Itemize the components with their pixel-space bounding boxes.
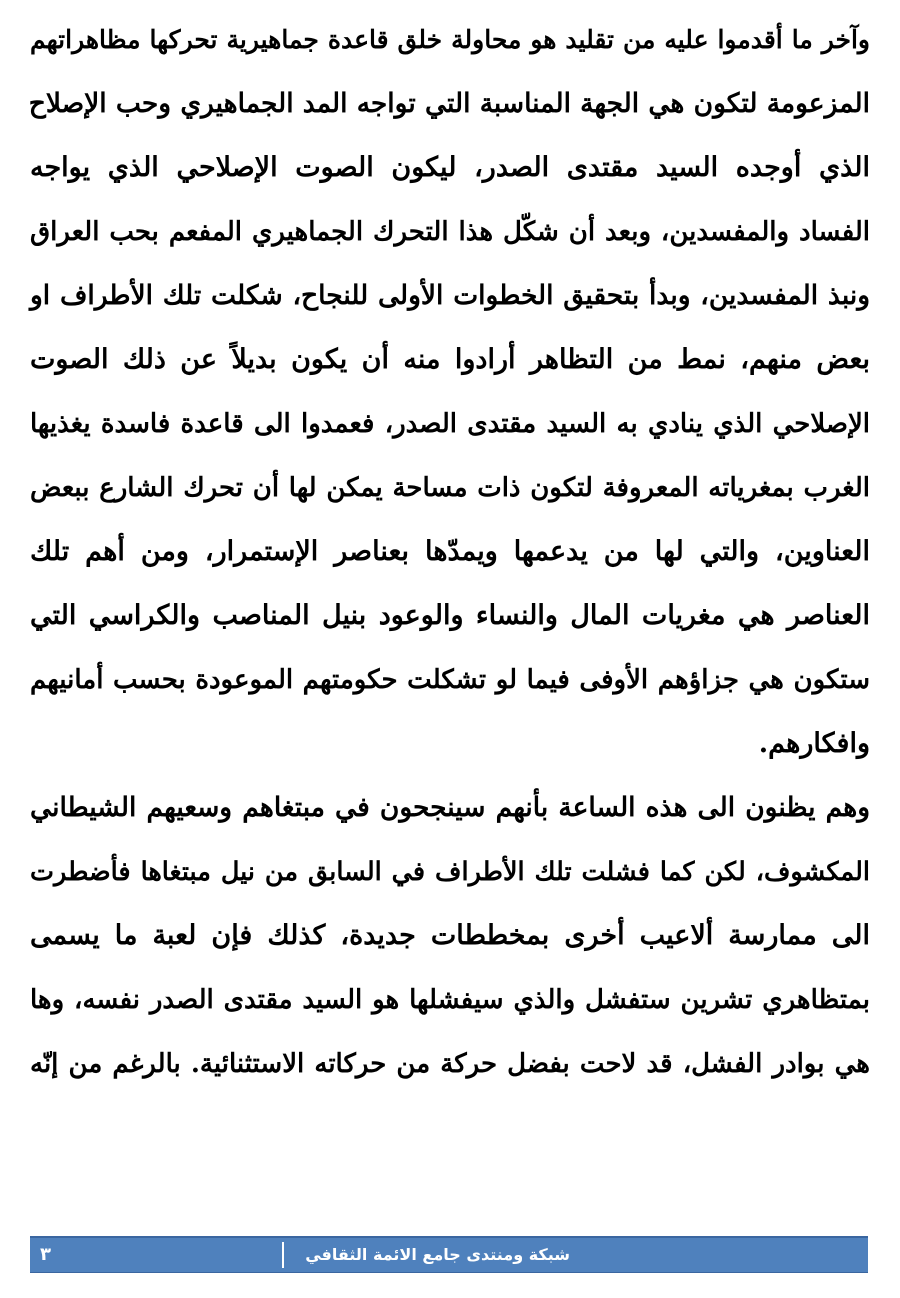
text-line: الى ممارسة ألاعيب أخرى بمخططات جديدة، كذلك فإن لعبة ما يسمى [30, 920, 870, 951]
text-line: ونبذ المفسدين، وبدأ بتحقيق الخطوات الأولى للنجاح، شكلت تلك الأطراف او [30, 280, 870, 311]
text-line: الغرب بمغرياته المعروفة لتكون ذات مساحة يمكن لها أن تحرك الشارع ببعض [30, 473, 870, 503]
text-line: بمتظاهري تشرين ستفشل والذي سيفشلها هو السيد مقتدى الصدر نفسه، وها [30, 985, 870, 1015]
text-line: هي بوادر الفشل، قد لاحت بفضل حركة من حركاته الاستثنائية. بالرغم من إنّه [30, 1049, 870, 1079]
text-line: المزعومة لتكون هي الجهة المناسبة التي تواجه المد الجماهيري وحب الإصلاح [28, 88, 870, 119]
document-body [30, 0, 870, 1096]
text-line: وهم يظنون الى هذه الساعة بأنهم سينجحون في مبتغاهم وسعيهم الشيطاني [30, 792, 870, 823]
text-line: المكشوف، لكن كما فشلت تلك الأطراف في السابق من نيل مبتغاها فأضطرت [30, 857, 870, 887]
text-line: العناصر هي مغريات المال والنساء والوعود بنيل المناصب والكراسي التي [30, 600, 870, 631]
text-line: وآخر ما أقدموا عليه من تقليد هو محاولة خلق قاعدة جماهيرية تحركها مظاهراتهم [30, 25, 870, 54]
footer-title: شبكة ومنتدى جامع الائمة الثقافي [305, 1245, 570, 1264]
footer-divider [282, 1242, 284, 1268]
text-line: الإصلاحي الذي ينادي به السيد مقتدى الصدر، فعمدوا الى قاعدة فاسدة يغذيها [30, 409, 870, 439]
text-line: العناوين، والتي لها من يدعمها ويمدّها بعناصر الإستمرار، ومن أهم تلك [30, 536, 870, 567]
text-line: الذي أوجده السيد مقتدى الصدر، ليكون الصوت الإصلاحي الذي يواجه [30, 152, 870, 183]
text-line: وافكارهم. [758, 728, 870, 759]
text-line: ستكون هي جزاؤهم الأوفى فيما لو تشكلت حكومتهم الموعودة بحسب أمانيهم [30, 665, 870, 695]
text-line: الفساد والمفسدين، وبعد أن شكّل هذا التحرك الجماهيري المفعم بحب العراق [30, 217, 870, 247]
text-line: بعض منهم، نمط من التظاهر أرادوا منه أن يكون بديلاً عن ذلك الصوت [30, 344, 870, 375]
paragraph-2 [30, 776, 870, 1096]
paragraph-1 [30, 8, 870, 776]
page-number: ٣ [40, 1244, 51, 1265]
page-footer [30, 1236, 868, 1273]
